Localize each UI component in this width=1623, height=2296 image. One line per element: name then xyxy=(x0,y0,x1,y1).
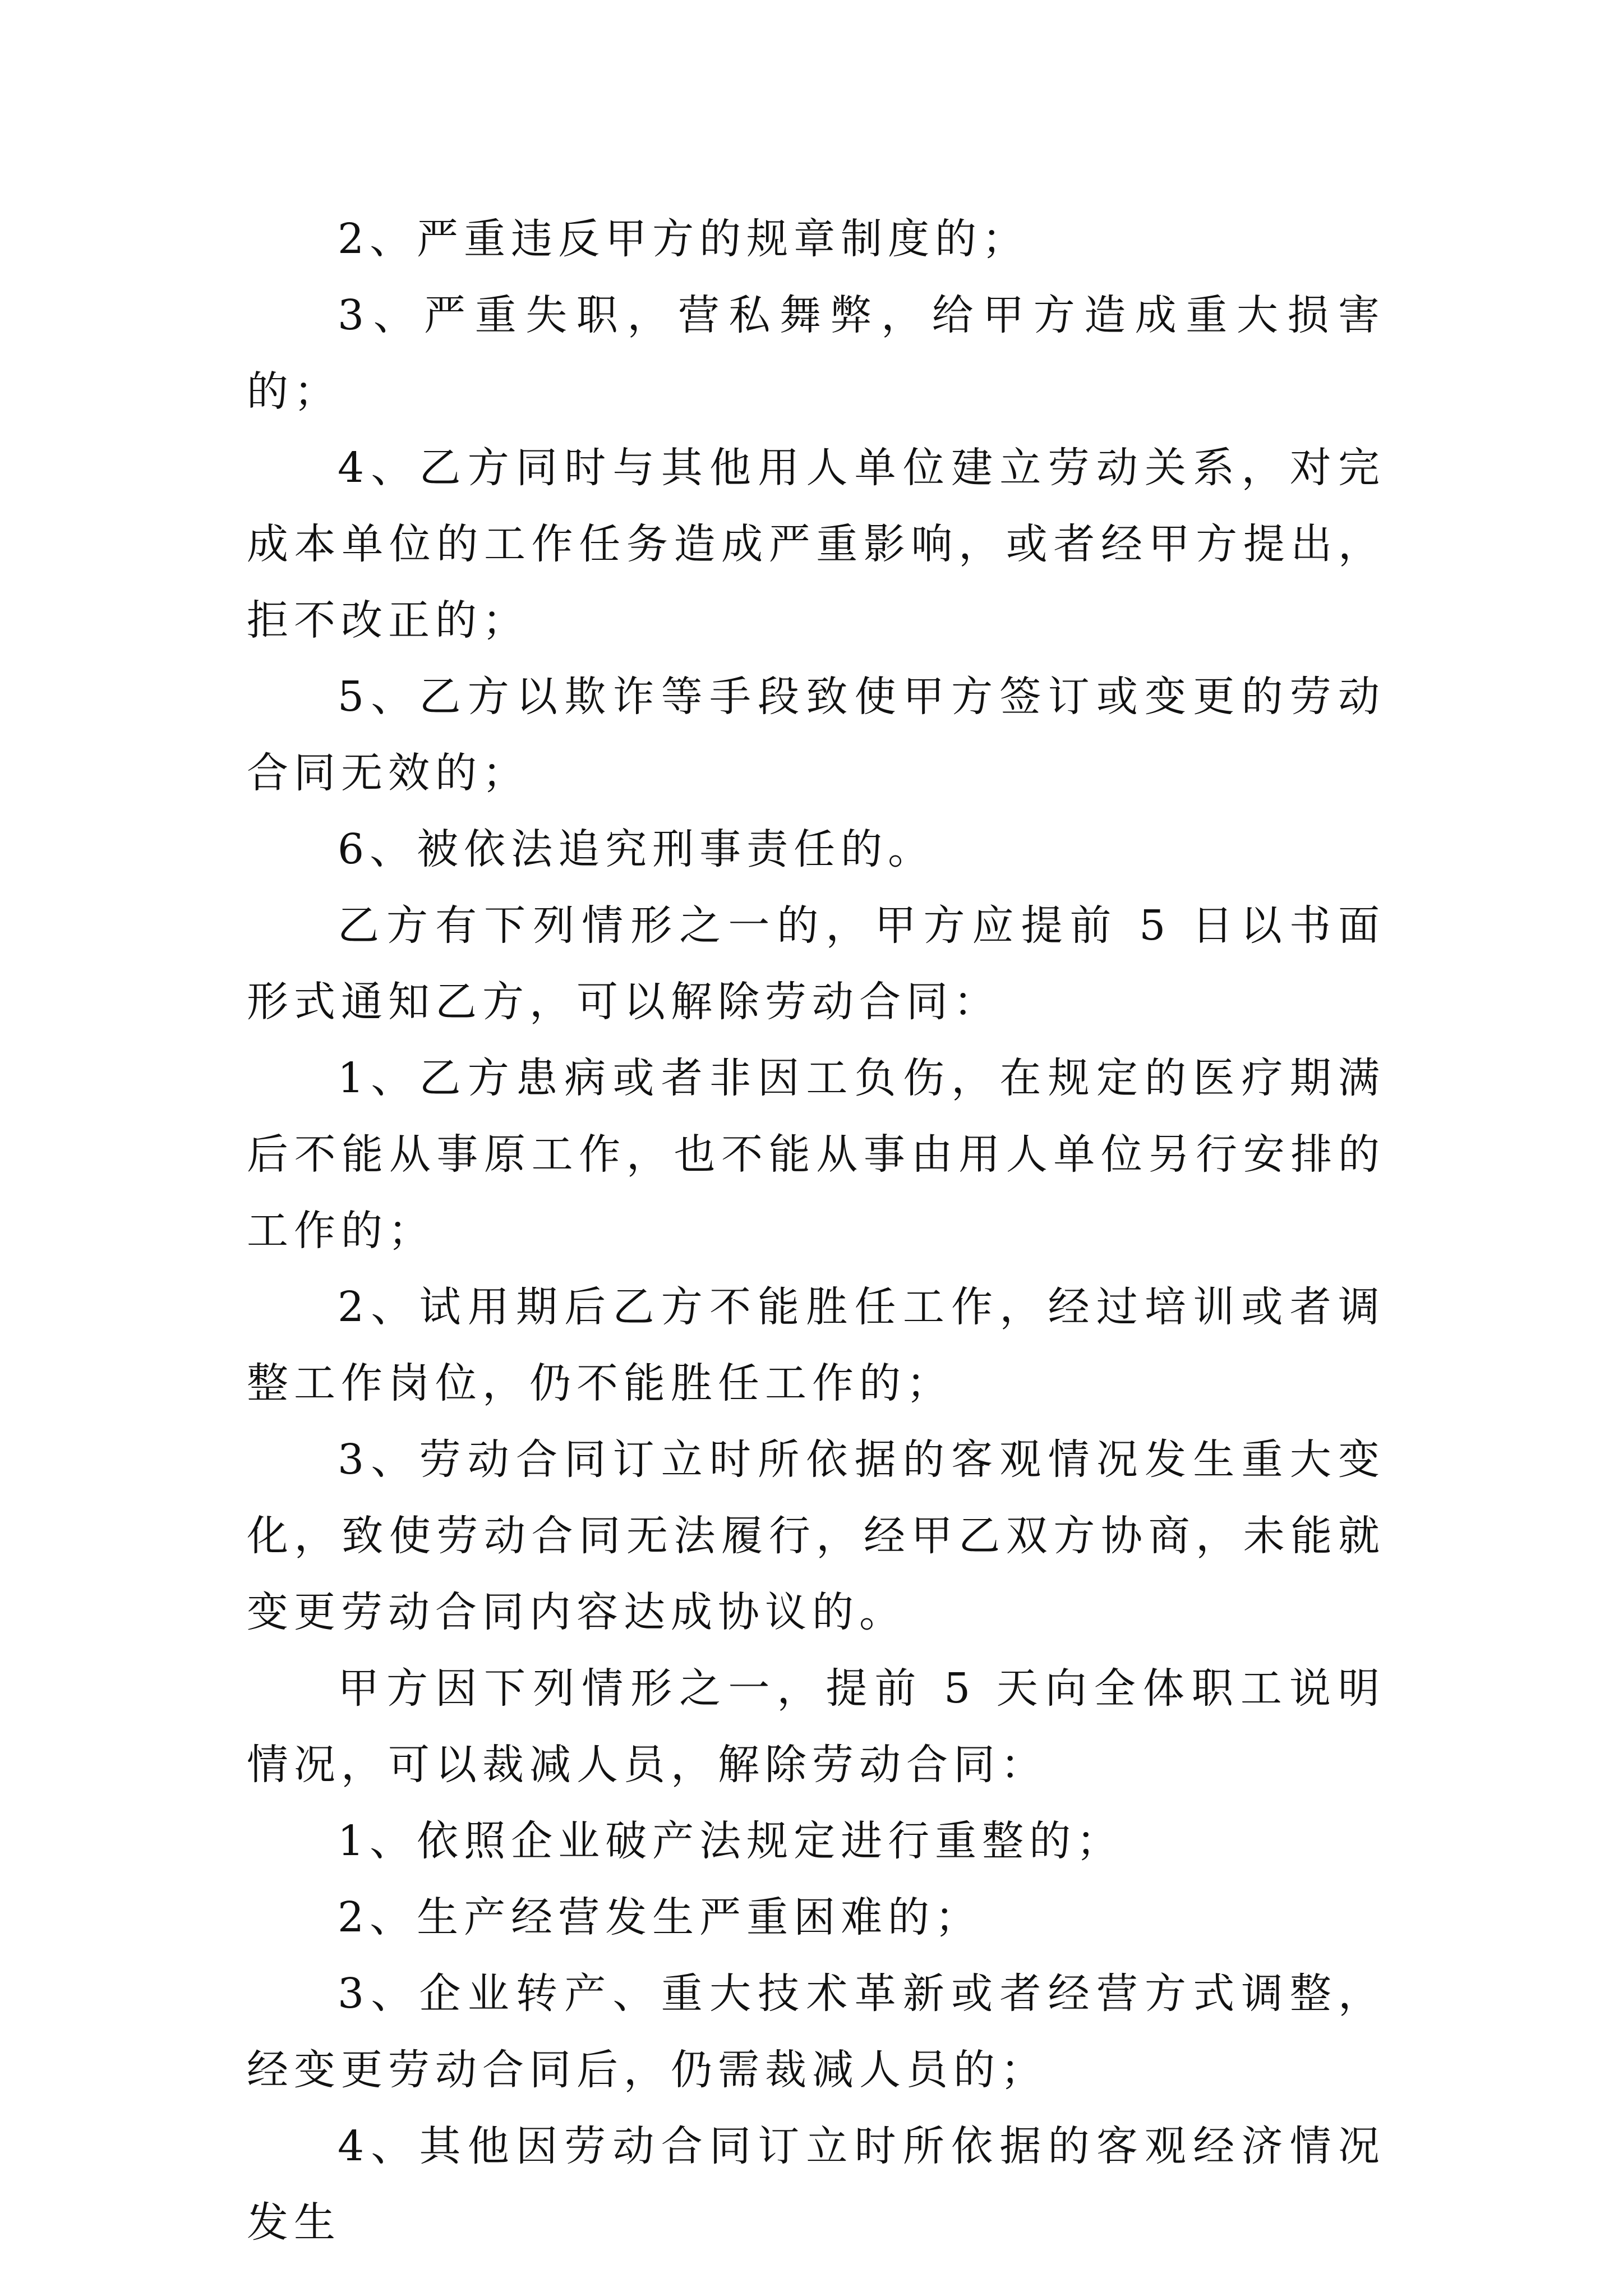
paragraph-layoff-clause-3: 3、企业转产、重大技术革新或者经营方式调整，经变更劳动合同后，仍需裁减人员的； xyxy=(247,1970,1385,2094)
paragraph-notice-clause-3: 3、劳动合同订立时所依据的客观情况发生重大变化，致使劳动合同无法履行，经甲乙双方协商，未能就变更劳动合同内容达成协议的。 xyxy=(247,1435,1385,1636)
paragraph-clause-3: 3、严重失职，营私舞弊，给甲方造成重大损害的； xyxy=(247,291,1385,416)
paragraph-notice-clause-1: 1、乙方患病或者非因工负伤，在规定的医疗期满后不能从事原工作，也不能从事由用人单位另行安排的工作的； xyxy=(247,1054,1385,1255)
paragraph-clause-2: 2、严重违反甲方的规章制度的； xyxy=(338,215,1030,263)
paragraph-notice-termination: 乙方有下列情形之一的，甲方应提前 5 日以书面形式通知乙方，可以解除劳动合同： xyxy=(247,901,1385,1026)
paragraph-layoff-clause-2: 2、生产经营发生严重困难的； xyxy=(338,1893,983,1941)
paragraph-clause-4: 4、乙方同时与其他用人单位建立劳动关系，对完成本单位的工作任务造成严重影响，或者经甲方提出，拒不改正的； xyxy=(247,444,1385,645)
paragraph-clause-5: 5、乙方以欺诈等手段致使甲方签订或变更的劳动合同无效的； xyxy=(247,673,1385,797)
paragraph-notice-clause-2: 2、试用期后乙方不能胜任工作，经过培训或者调整工作岗位，仍不能胜任工作的； xyxy=(247,1283,1385,1407)
paragraph-layoff-clause-4: 4、其他因劳动合同订立时所依据的客观经济情况发生 xyxy=(247,2122,1385,2247)
paragraph-layoff-clause-1: 1、依照企业破产法规定进行重整的； xyxy=(338,1817,1124,1865)
document-body xyxy=(247,201,1385,2261)
paragraph-clause-6: 6、被依法追究刑事责任的。 xyxy=(338,825,935,873)
paragraph-layoff-intro: 甲方因下列情形之一，提前 5 天向全体职工说明情况，可以裁减人员，解除劳动合同： xyxy=(247,1664,1385,1789)
